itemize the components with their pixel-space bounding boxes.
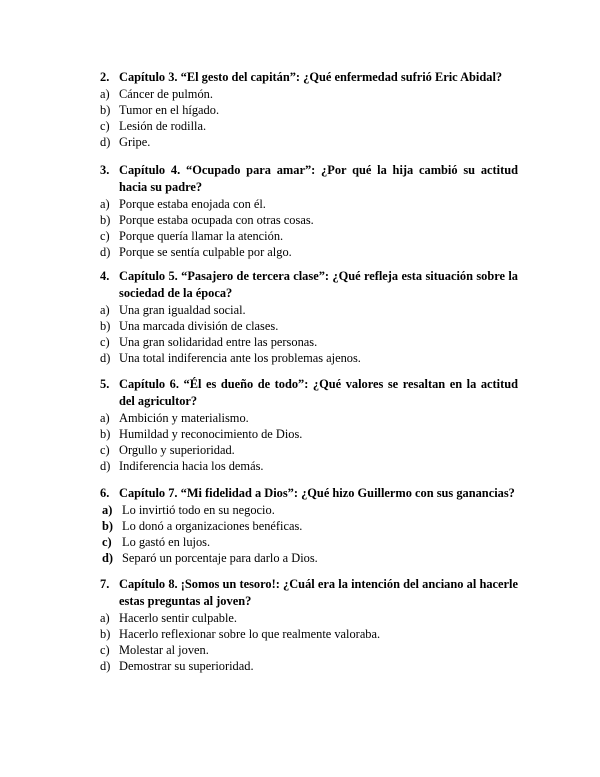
option-text: Lo invirtió todo en su negocio. <box>122 503 275 517</box>
question-6 <box>100 485 518 566</box>
option-letter: c) <box>100 335 110 349</box>
option-letter: d) <box>100 135 111 149</box>
options-list <box>100 610 518 674</box>
option-letter: d) <box>100 459 111 473</box>
option-text: Separó un porcentaje para darlo a Dios. <box>122 551 318 565</box>
option-letter: a) <box>100 411 110 425</box>
option-text: Tumor en el hígado. <box>119 103 220 117</box>
question-heading <box>100 162 518 196</box>
options-list <box>100 86 518 150</box>
question-number: 2. <box>100 70 110 84</box>
question-title: Capítulo 5. “Pasajero de tercera clase”: ¿Qué refleja esta situación sobre la sociedad de la época? <box>119 269 518 300</box>
option-text: Molestar al joven. <box>119 643 209 657</box>
option-text: Gripe. <box>119 135 151 149</box>
option-letter: d) <box>100 245 111 259</box>
option-a <box>100 86 518 102</box>
option-text: Porque estaba ocupada con otras cosas. <box>119 213 314 227</box>
option-letter: c) <box>100 443 110 457</box>
option-c <box>100 642 518 658</box>
question-title: Capítulo 7. “Mi fidelidad a Dios”: ¿Qué hizo Guillermo con sus ganancias? <box>119 486 515 500</box>
option-letter: b) <box>100 427 111 441</box>
question-number: 7. <box>100 577 110 591</box>
option-d <box>100 350 518 366</box>
question-heading <box>100 576 518 610</box>
option-letter: c) <box>100 229 110 243</box>
option-text: Lesión de rodilla. <box>119 119 207 133</box>
option-d <box>100 244 518 260</box>
question-4 <box>100 268 518 366</box>
question-5 <box>100 376 518 474</box>
option-d <box>100 458 518 474</box>
option-letter: a) <box>100 197 110 211</box>
question-title: Capítulo 8. ¡Somos un tesoro!: ¿Cuál era la intención del anciano al hacerle estas preguntas al joven? <box>119 577 518 608</box>
option-d <box>100 134 518 150</box>
question-number: 3. <box>100 163 110 177</box>
option-text: Lo gastó en lujos. <box>122 535 211 549</box>
option-text: Porque estaba enojada con él. <box>119 197 266 211</box>
option-a <box>100 502 518 518</box>
question-heading <box>100 268 518 302</box>
question-title: Capítulo 4. “Ocupado para amar”: ¿Por qué la hija cambió su actitud hacia su padre? <box>119 163 518 194</box>
option-letter: b) <box>100 213 111 227</box>
option-letter: a) <box>100 87 110 101</box>
option-text: Hacerlo reflexionar sobre lo que realmente valoraba. <box>119 627 381 641</box>
question-heading <box>100 485 518 502</box>
option-letter: b) <box>100 319 111 333</box>
option-c <box>100 334 518 350</box>
question-title: Capítulo 6. “Él es dueño de todo”: ¿Qué valores se resaltan en la actitud del agricultor? <box>119 377 518 408</box>
option-a <box>100 196 518 212</box>
options-list <box>100 502 518 566</box>
option-letter: c) <box>102 535 112 549</box>
option-text: Ambición y materialismo. <box>119 411 249 425</box>
option-text: Orgullo y superioridad. <box>119 443 235 457</box>
option-d <box>100 550 518 566</box>
question-number: 5. <box>100 377 110 391</box>
question-title: Capítulo 3. “El gesto del capitán”: ¿Qué enfermedad sufrió Eric Abidal? <box>119 70 503 84</box>
option-text: Hacerlo sentir culpable. <box>119 611 238 625</box>
option-c <box>100 118 518 134</box>
option-letter: d) <box>100 351 111 365</box>
option-letter: a) <box>102 503 113 517</box>
option-text: Porque quería llamar la atención. <box>119 229 284 243</box>
option-c <box>100 534 518 550</box>
question-number: 4. <box>100 269 110 283</box>
question-7 <box>100 576 518 674</box>
option-letter: c) <box>100 119 110 133</box>
option-b <box>100 212 518 228</box>
options-list <box>100 410 518 474</box>
options-list <box>100 302 518 366</box>
option-text: Indiferencia hacia los demás. <box>119 459 264 473</box>
option-c <box>100 228 518 244</box>
option-text: Una gran igualdad social. <box>119 303 246 317</box>
option-letter: b) <box>102 519 114 533</box>
option-d <box>100 658 518 674</box>
option-letter: b) <box>100 103 111 117</box>
option-text: Cáncer de pulmón. <box>119 87 213 101</box>
question-2 <box>100 69 518 150</box>
option-b <box>100 102 518 118</box>
option-b <box>100 318 518 334</box>
option-letter: d) <box>100 659 111 673</box>
option-b <box>100 518 518 534</box>
option-text: Una total indiferencia ante los problemas ajenos. <box>119 351 361 365</box>
option-text: Una marcada división de clases. <box>119 319 279 333</box>
option-letter: d) <box>102 551 114 565</box>
question-3 <box>100 162 518 260</box>
options-list <box>100 196 518 260</box>
question-heading <box>100 376 518 410</box>
option-a <box>100 302 518 318</box>
option-b <box>100 426 518 442</box>
question-heading <box>100 69 518 86</box>
option-letter: b) <box>100 627 111 641</box>
option-c <box>100 442 518 458</box>
option-text: Una gran solidaridad entre las personas. <box>119 335 318 349</box>
option-b <box>100 626 518 642</box>
option-text: Lo donó a organizaciones benéficas. <box>122 519 303 533</box>
option-a <box>100 410 518 426</box>
option-a <box>100 610 518 626</box>
option-text: Demostrar su superioridad. <box>119 659 254 673</box>
option-letter: a) <box>100 611 110 625</box>
option-letter: c) <box>100 643 110 657</box>
question-number: 6. <box>100 486 110 500</box>
option-text: Porque se sentía culpable por algo. <box>119 245 292 259</box>
option-text: Humildad y reconocimiento de Dios. <box>119 427 303 441</box>
option-letter: a) <box>100 303 110 317</box>
